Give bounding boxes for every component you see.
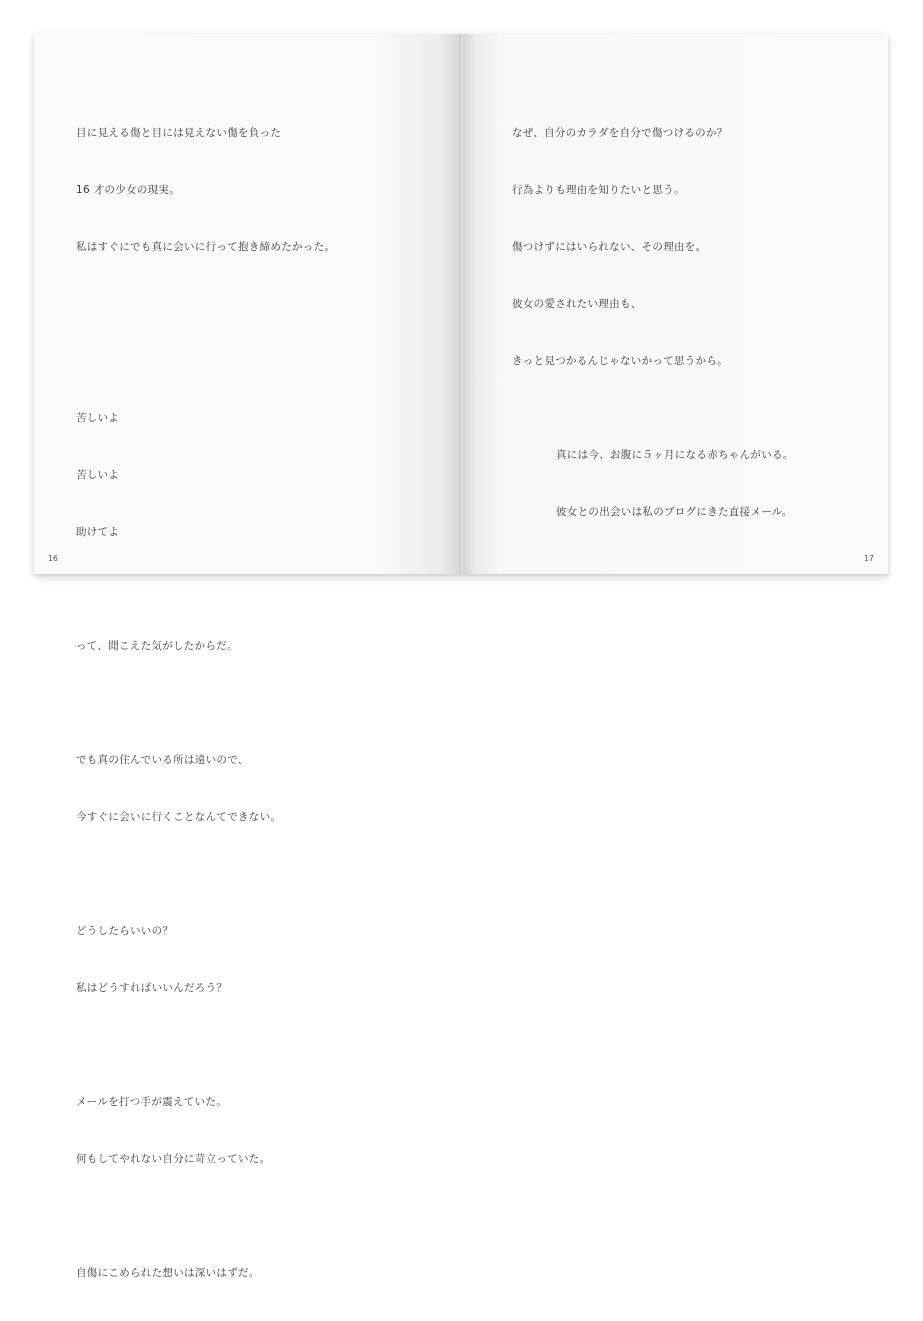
text-line: 彼女との出会いは私のブログにきた直接メール。 (556, 506, 793, 518)
book-gutter (459, 34, 463, 574)
text-line: 今すぐに会いに行くことなんてできない。 (76, 811, 282, 823)
page-number: 17 (864, 554, 874, 563)
text-line: 真には今、お腹に５ヶ月になる赤ちゃんがいる。 (556, 449, 794, 461)
text-line: 私はすぐにでも真に会いに行って抱き締めたかった。 (76, 241, 336, 253)
text-line: 傷つけずにはいられない、その理由を。 (512, 241, 707, 253)
text-line: って、聞こえた気がしたからだ。 (76, 640, 238, 652)
text-line: 16 才の少女の現実。 (76, 184, 180, 196)
text-line: どうしたらいいの？ (76, 925, 174, 937)
text-line: 助けてよ (76, 526, 120, 538)
text-line: きっと見つかるんじゃないかって思うから。 (512, 355, 728, 367)
right-page-lower-text-2 (556, 465, 793, 560)
text-line: 行為よりも理由を知りたいと思う。 (512, 184, 685, 196)
blank-line (76, 1036, 335, 1055)
left-page (34, 34, 461, 1279)
blank-line (76, 580, 335, 599)
text-line: メールを打つ手が震えていた。 (76, 1096, 227, 1108)
blank-line (76, 295, 335, 314)
text-line: 私はどうすればいいんだろう？ (76, 982, 228, 994)
text-line: 彼女の愛されたい理由も、 (512, 298, 642, 310)
left-page-text (76, 86, 335, 1321)
right-page (461, 34, 888, 574)
text-line: 苦しいよ (76, 469, 120, 481)
blank-line (76, 694, 335, 713)
blank-line (76, 352, 335, 371)
page-number: 16 (48, 554, 58, 563)
text-line: でも真の住んでいる所は遠いので、 (76, 754, 249, 766)
text-line: 苦しいよ (76, 412, 120, 424)
text-line: 何もしてやれない自分に苛立っていた。 (76, 1153, 271, 1165)
text-line: 目に見える傷と目には見えない傷を負った (76, 127, 282, 139)
text-line: なぜ、自分のカラダを自分で傷つけるのか？ (512, 127, 728, 139)
text-line: 自傷にこめられた想いは深いはずだ。 (76, 1267, 260, 1279)
right-page-text (512, 86, 728, 409)
blank-line (76, 1207, 335, 1226)
blank-line (76, 865, 335, 884)
book-spread (34, 34, 888, 1279)
